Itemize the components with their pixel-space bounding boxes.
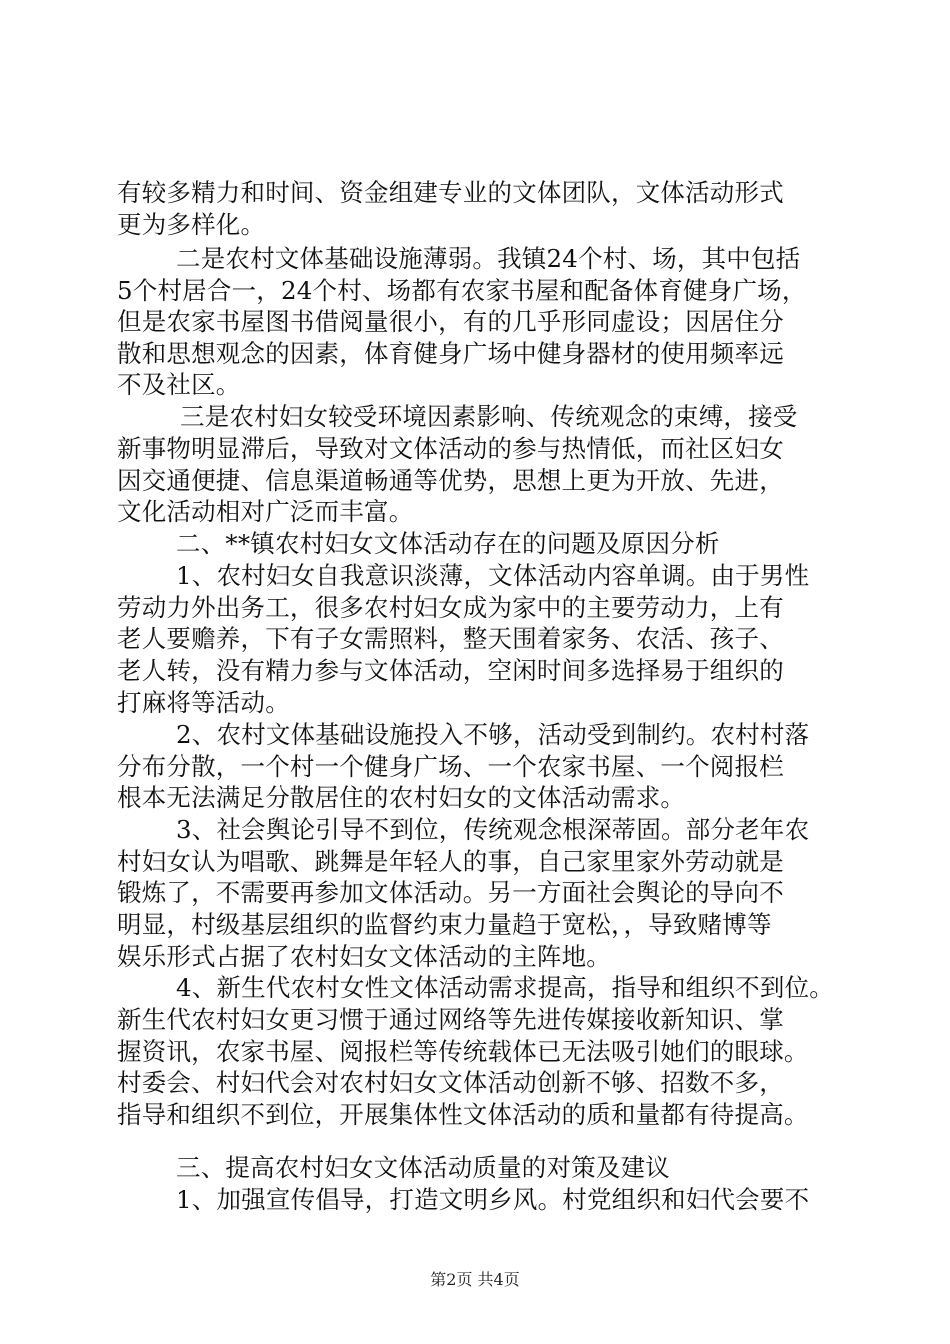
text-line: 1、农村妇女自我意识淡薄，文体活动内容单调。由于男性 xyxy=(176,561,810,590)
text-line: 有较多精力和时间、资金组建专业的文体团队，文体活动形式 xyxy=(117,178,784,207)
text-line: 新生代农村妇女更习惯于通过网络等先进传媒接收新知识、掌 xyxy=(117,1005,784,1034)
text-line: 但是农家书屋图书借阅量很小，有的几乎形同虚设；因居住分 xyxy=(117,307,784,336)
text-line: 文化活动相对广泛而丰富。 xyxy=(117,497,414,526)
text-line: 新事物明显滞后，导致对文体活动的参与热情低，而社区妇女 xyxy=(117,434,784,463)
text-line: 分布分散，一个村一个健身广场、一个农家书屋、一个阅报栏 xyxy=(117,752,784,781)
text-line: 村委会、村妇代会对农村妇女文体活动创新不够、招数不多， xyxy=(117,1068,784,1097)
text-line: 指导和组织不到位，开展集体性文体活动的质和量都有待提高。 xyxy=(117,1100,809,1129)
text-line: 散和思想观念的因素，体育健身广场中健身器材的使用频率远 xyxy=(117,339,784,368)
text-line: 锻炼了，不需要再参加文体活动。另一方面社会舆论的导向不 xyxy=(117,878,784,907)
text-line: 3、社会舆论引导不到位，传统观念根深蒂固。部分老年农 xyxy=(176,815,810,844)
text-line: 老人要赡养，下有子女需照料，整天围着家务、农活、孩子、 xyxy=(117,624,784,653)
text-line: 明显，村级基层组织的监督约束力量趋于宽松，，导致赌博等 xyxy=(117,910,772,939)
text-line: 根本无法满足分散居住的农村妇女的文体活动需求。 xyxy=(117,783,686,812)
text-line: 劳动力外出务工，很多农村妇女成为家中的主要劳动力，上有 xyxy=(117,593,784,622)
text-line: 4、新生代农村女性文体活动需求提高，指导和组织不到位。 xyxy=(176,973,834,1002)
text-line: 不及社区。 xyxy=(117,370,241,399)
text-line: 握资讯，农家书屋、阅报栏等传统载体已无法吸引她们的眼球。 xyxy=(117,1037,809,1066)
text-line: 更为多样化。 xyxy=(117,210,266,239)
text-line: 1、加强宣传倡导，打造文明乡风。村党组织和妇代会要不 xyxy=(176,1185,810,1214)
text-line: 打麻将等活动。 xyxy=(117,688,290,717)
section-heading: 三、提高农村妇女文体活动质量的对策及建议 xyxy=(176,1153,670,1182)
text-line: 2、农村文体基础设施投入不够，活动受到制约。农村村落 xyxy=(176,720,810,749)
text-line: 老人转，没有精力参与文体活动，空闲时间多选择易于组织的 xyxy=(117,656,784,685)
page-number-footer: 第2页 共4页 xyxy=(430,1270,520,1289)
section-heading: 二、**镇农村妇女文体活动存在的问题及原因分析 xyxy=(176,529,720,558)
text-line: 村妇女认为唱歌、跳舞是年轻人的事，自己家里家外劳动就是 xyxy=(117,847,784,876)
text-line: 娱乐形式占据了农村妇女文体活动的主阵地。 xyxy=(117,942,611,971)
text-line: 因交通便捷、信息渠道畅通等优势，思想上更为开放、先进， xyxy=(117,466,784,495)
text-line: 二是农村文体基础设施薄弱。我镇24个村、场，其中包括 xyxy=(176,244,801,273)
text-line: 三是农村妇女较受环境因素影响、传统观念的束缚，接受 xyxy=(180,402,798,431)
text-line: 5个村居合一，24个村、场都有农家书屋和配备体育健身广场， xyxy=(117,276,807,305)
